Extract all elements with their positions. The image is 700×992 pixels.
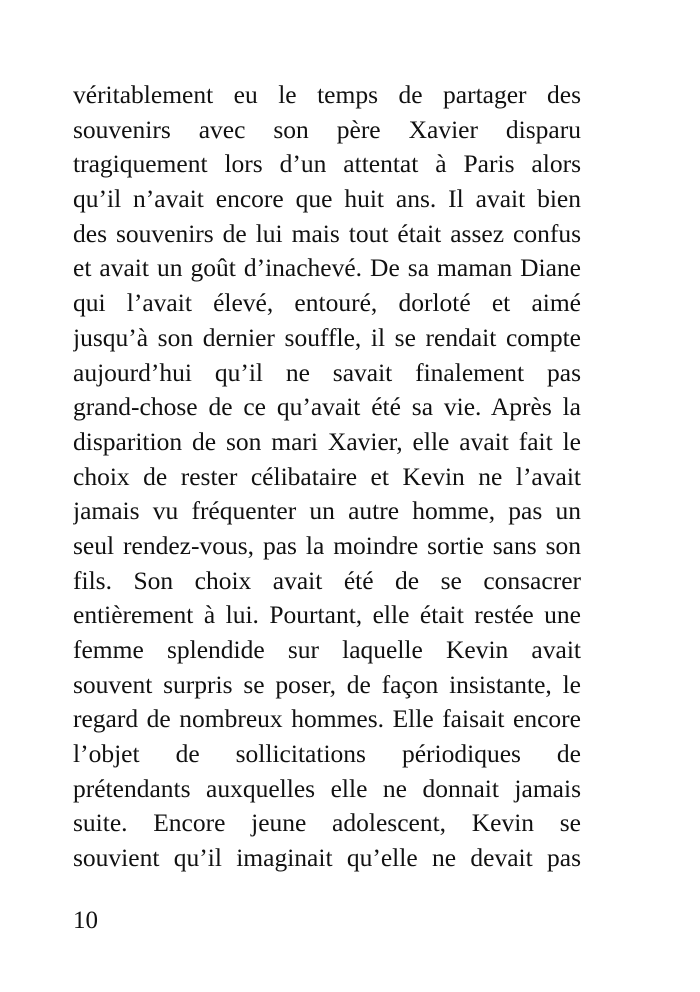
text-line: souvent surpris se poser, de façon insistante, le (73, 669, 581, 699)
text-line: jamais vu fréquenter un autre homme, pas un (73, 496, 581, 526)
text-line: grand-chose de ce qu’avait été sa vie. Après la (73, 392, 581, 422)
text-line: suite. Encore jeune adolescent, Kevin se (73, 808, 581, 838)
text-line: l’objet de sollicitations périodiques de (73, 739, 581, 769)
text-line: fils. Son choix avait été de se consacrer (73, 565, 581, 595)
text-line: femme splendide sur laquelle Kevin avait (73, 635, 581, 664)
text-line: jusqu’à son dernier souffle, il se rendait compte (73, 322, 581, 352)
body-text (73, 78, 581, 876)
text-line: tragiquement lors d’un attentat à Paris alors (73, 149, 581, 179)
text-line: disparition de son mari Xavier, elle avait fait le (73, 426, 581, 456)
text-line: qui l’avait élevé, entouré, dorloté et aimé (73, 288, 581, 318)
text-line: regard de nombreux hommes. Elle faisait encore (73, 704, 581, 734)
text-line: qu’il n’avait encore que huit ans. Il avait bien (73, 184, 581, 214)
text-line: et avait un goût d’inachevé. De sa maman Diane (73, 253, 581, 283)
text-line: entièrement à lui. Pourtant, elle était restée une (73, 600, 581, 630)
text-line: aujourd’hui qu’il ne savait finalement pas (73, 357, 581, 387)
text-line: des souvenirs de lui mais tout était assez confus (73, 218, 581, 248)
text-line: seul rendez-vous, pas la moindre sortie sans son (73, 530, 581, 560)
text-line: souvient qu’il imaginait qu’elle ne devait pas (73, 843, 581, 873)
text-line: souvenirs avec son père Xavier disparu (73, 114, 581, 144)
text-line: choix de rester célibataire et Kevin ne l’avait (73, 461, 581, 491)
text-line: véritablement eu le temps de partager des (73, 80, 581, 109)
text-line: prétendants auxquelles elle ne donnait jamais (73, 773, 581, 803)
page-number: 10 (73, 907, 98, 934)
